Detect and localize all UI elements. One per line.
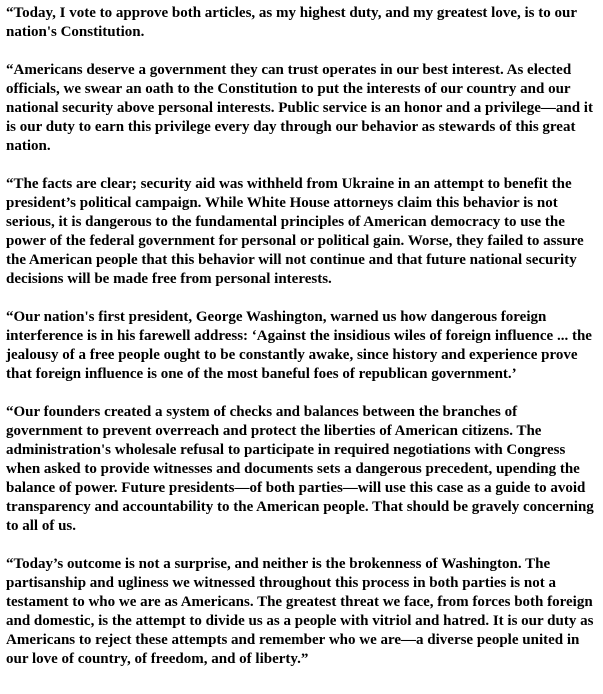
paragraph-1: “Today, I vote to approve both articles, as my highest duty, and my greatest love, is to our nation's Constitution. [6,5,577,40]
paragraph-4: “Our nation's first president, George Washington, warned us how dangerous foreign interference is in his farewell address: ‘Against the insidious wiles of foreign influence ... the jealousy of a free people ought to be constantly awake, since history and experience prove that foreign influence is one of the most baneful foes of republican government.’ [6,309,592,382]
paragraph-5: “Our founders created a system of checks and balances between the branches of government to prevent overreach and protect the liberties of American citizens. The administration's wholesale refusal to participate in required negotiations with Congress when asked to provide witnesses and documents sets a dangerous precedent, upending the balance of power. Future presidents—of both parties—will use this case as a guide to avoid transparency and accountability to the American people. That should be gravely concerning to all of us. [6,404,594,534]
paragraph-3: “The facts are clear; security aid was withheld from Ukraine in an attempt to benefit the president’s political campaign. While White House attorneys claim this behavior is not serious, it is dangerous to the fundamental principles of American democracy to use the power of the federal government for personal or political gain. Worse, they failed to assure the American people that this behavior will not continue and that future national security decisions will be made free from personal interests. [6,176,584,287]
paragraph-6: “Today’s outcome is not a surprise, and neither is the brokenness of Washington. The partisanship and ugliness we witnessed throughout this process in both parties is not a testament to who we are as Americans. The greatest threat we face, from forces both foreign and domestic, is the attempt to divide us as a people with vitriol and hatred. It is our duty as Americans to reject these attempts and remember who we are—a diverse people united in our love of country, of freedom, and of liberty.” [6,556,594,667]
paragraph-2: “Americans deserve a government they can trust operates in our best interest. As elected officials, we swear an oath to the Constitution to put the interests of our country and our national security above personal interests. Public service is an honor and a privilege—and it is our duty to earn this privilege every day through our behavior as stewards of this great nation. [6,62,593,154]
